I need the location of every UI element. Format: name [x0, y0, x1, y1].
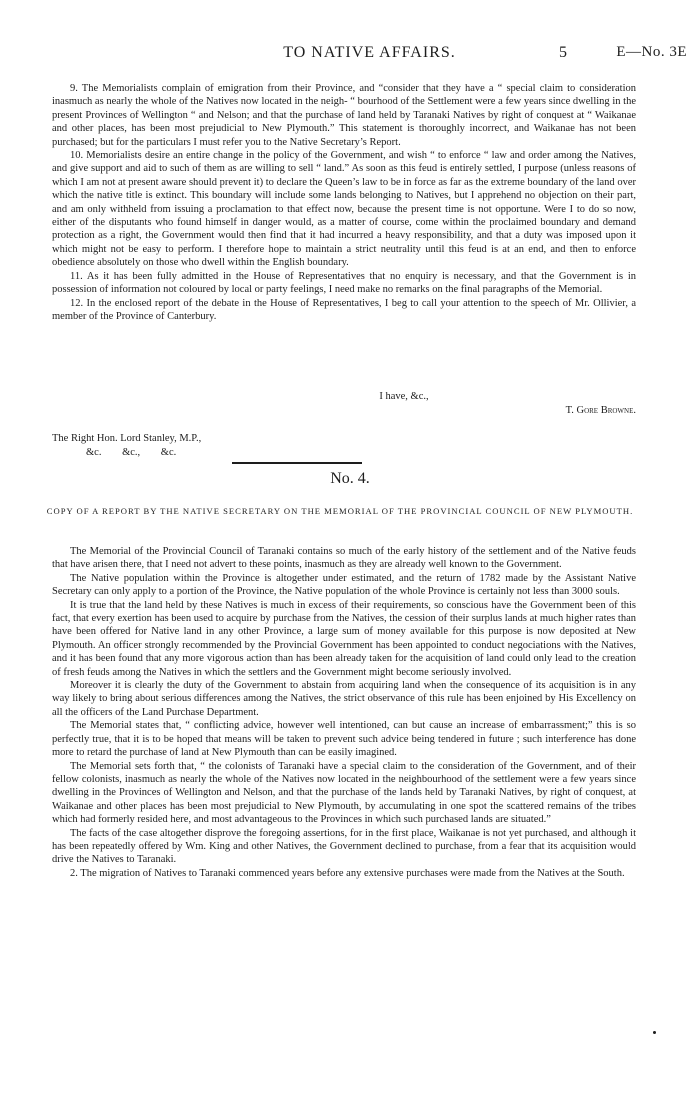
report-paragraph: It is true that the land held by these Natives is much in excess of their requirements, so conscious have the Government been of this fact, that every exertion has been used to acquire by purchase from the Natives, the cession of their surplus lands at much higher rates than have been offered for Native land in any other Province, a large sum of money available for this purpose is now deposited at New Plymouth. An officer strongly recommended by the Provincial Government has been appointed to conduct negociations with the Natives, and it has been found that any more vigorous action than has been already taken for the acquisition of land could only lead to the creation of fresh feuds among the Natives in which the settlers and the Government might become seriously involved. [52, 599, 636, 678]
section-number: No. 4. [330, 470, 370, 487]
report-paragraph: The Native population within the Province is altogether under estimated, and the return of 1782 made by the Assistant Native Secretary can only apply to a portion of the Province, the Native population of the whole Province is certainly not less than 3000 souls. [52, 572, 636, 598]
margin-ink-dot [653, 1031, 656, 1034]
running-title: TO NATIVE AFFAIRS. [283, 44, 456, 61]
report-paragraph: The Memorial states that, “ conflicting advice, however well intentioned, can but cause an increase of embarrassment;” this is so perfectly true, that it is to be hoped that means will be taken to prevent such advice being tendered in future ; such interference has done more to retard the purchase of land at New Plymouth than can be easily imagined. [52, 720, 636, 759]
report-paragraph: Moreover it is clearly the duty of the Government to abstain from acquiring land when the consequence of its acquisition is in any way likely to bring about serious differences among the Natives, the strict observance of this rule has been enjoined by His Excellency on all the officers of the Land Purchase Department. [52, 680, 636, 718]
document-reference: E—No. 3E [616, 44, 687, 60]
report-paragraph: The Memorial of the Provincial Council of Taranaki contains so much of the early history of the settlement and of the Native feuds that have arisen there, that I need not advert to these points, inasmuch as they are already well known to the Government. [52, 546, 636, 571]
report-paragraph: The facts of the case altogether disprove the foregoing assertions, for in the first place, Waikanae is not yet purchased, and although it has been repeatedly offered by Wm. King and other Natives, the Government declined to purchase, from a fear that its acquisition would drive the Natives to Taranaki. [52, 827, 636, 866]
addressee-name: The Right Hon. Lord Stanley, M.P., [52, 433, 202, 444]
memorial-letter-body [52, 82, 636, 323]
paragraph-9: 9. The Memorialists complain of emigration from their Province, and “consider that they have a “ special claim to consideration inasmuch as nearly the whole of the Natives now located in the neigh- “ bourhood of the Settlement were a few years since dwelling in the present Provinces of Wellington “ and Nelson; and that the purchase of land held by Taranaki Natives by right of conquest at “ Waikanae and other places, has been most prejudicial to New Plymouth.” This statement is thoroughly incorrect, and Waikanae has not been purchased; but for the particulars I must refer you to the Native Secretary’s Report. [52, 83, 636, 148]
paragraph-12: 12. In the enclosed report of the debate in the House of Representatives, I beg to call your attention to the speech of Mr. Ollivier, a member of the Province of Canterbury. [52, 297, 636, 322]
paragraph-10: 10. Memorialists desire an entire change in the policy of the Government, and wish “ to enforce “ law and order among the Natives, and give support and aid to such of them as are willing to sell “ land.” As soon as this feud is entirely settled, I purpose (unless reasons of which I am not at present aware should prevent it) to declare the Queen’s law to be in force as far as the extreme boundary of the land over which the native title is extinct. This boundary will include some lands belonging to Natives, but I apprehend no objection on their part, and am only withheld from issuing a proclamation to that effect now, because the present time is not opportune. Were I to do so now, either of the disputants who found himself in danger would, as a matter of course, come within the proclaimed boundary and demand protection as a right, the Government would then find that it had incurred a heavy responsibility, and that a duty was imposed upon it which might not be easy to perform. I therefore hope to maintain a strict neutrality until this feud is at an end, and then to enforce obedience absolutely on those who dwell within the English boundary. [52, 150, 636, 269]
page-header [52, 44, 687, 66]
section-heading: COPY OF A REPORT BY THE NATIVE SECRETARY ON THE MEMORIAL OF THE PROVINCIAL COUNCIL OF NEW PLYMOUTH. [46, 506, 634, 516]
paragraph-11: 11. As it has been fully admitted in the House of Representatives that no enquiry is necessary, and that the Government is in possession of information not coloured by local or party feelings, I need make no remarks on the final paragraphs of the Memorial. [52, 270, 636, 296]
report-paragraph: 2. The migration of Natives to Taranaki commenced years before any extensive purchases were made from the Natives at the South. [70, 867, 625, 879]
native-secretary-report-body [52, 545, 636, 880]
section-divider [232, 462, 362, 464]
valediction: I have, &c., [379, 391, 429, 402]
page-number: 5 [559, 44, 567, 61]
report-paragraph: The Memorial sets forth that, “ the colonists of Taranaki have a special claim to the consideration of the Government, and of their fellow colonists, inasmuch as nearly the whole of the Natives now located in the neighbourhood of the settlement were a few years since dwelling in the Provinces of Wellington and Nelson, and that the purchase of the lands held by Taranaki Natives, by right of conquest, at Waikanae and other places has been most prejudicial to New Plymouth, by accumulating in one spot the scattered remains of the tribes which had formerly resided here, and most advantageous to the Provinces in which such purchased lands are situated.” [52, 760, 636, 826]
addressee-etc: &c. &c., &c. [86, 447, 177, 458]
signature: T. Gore Browne. [565, 405, 636, 416]
